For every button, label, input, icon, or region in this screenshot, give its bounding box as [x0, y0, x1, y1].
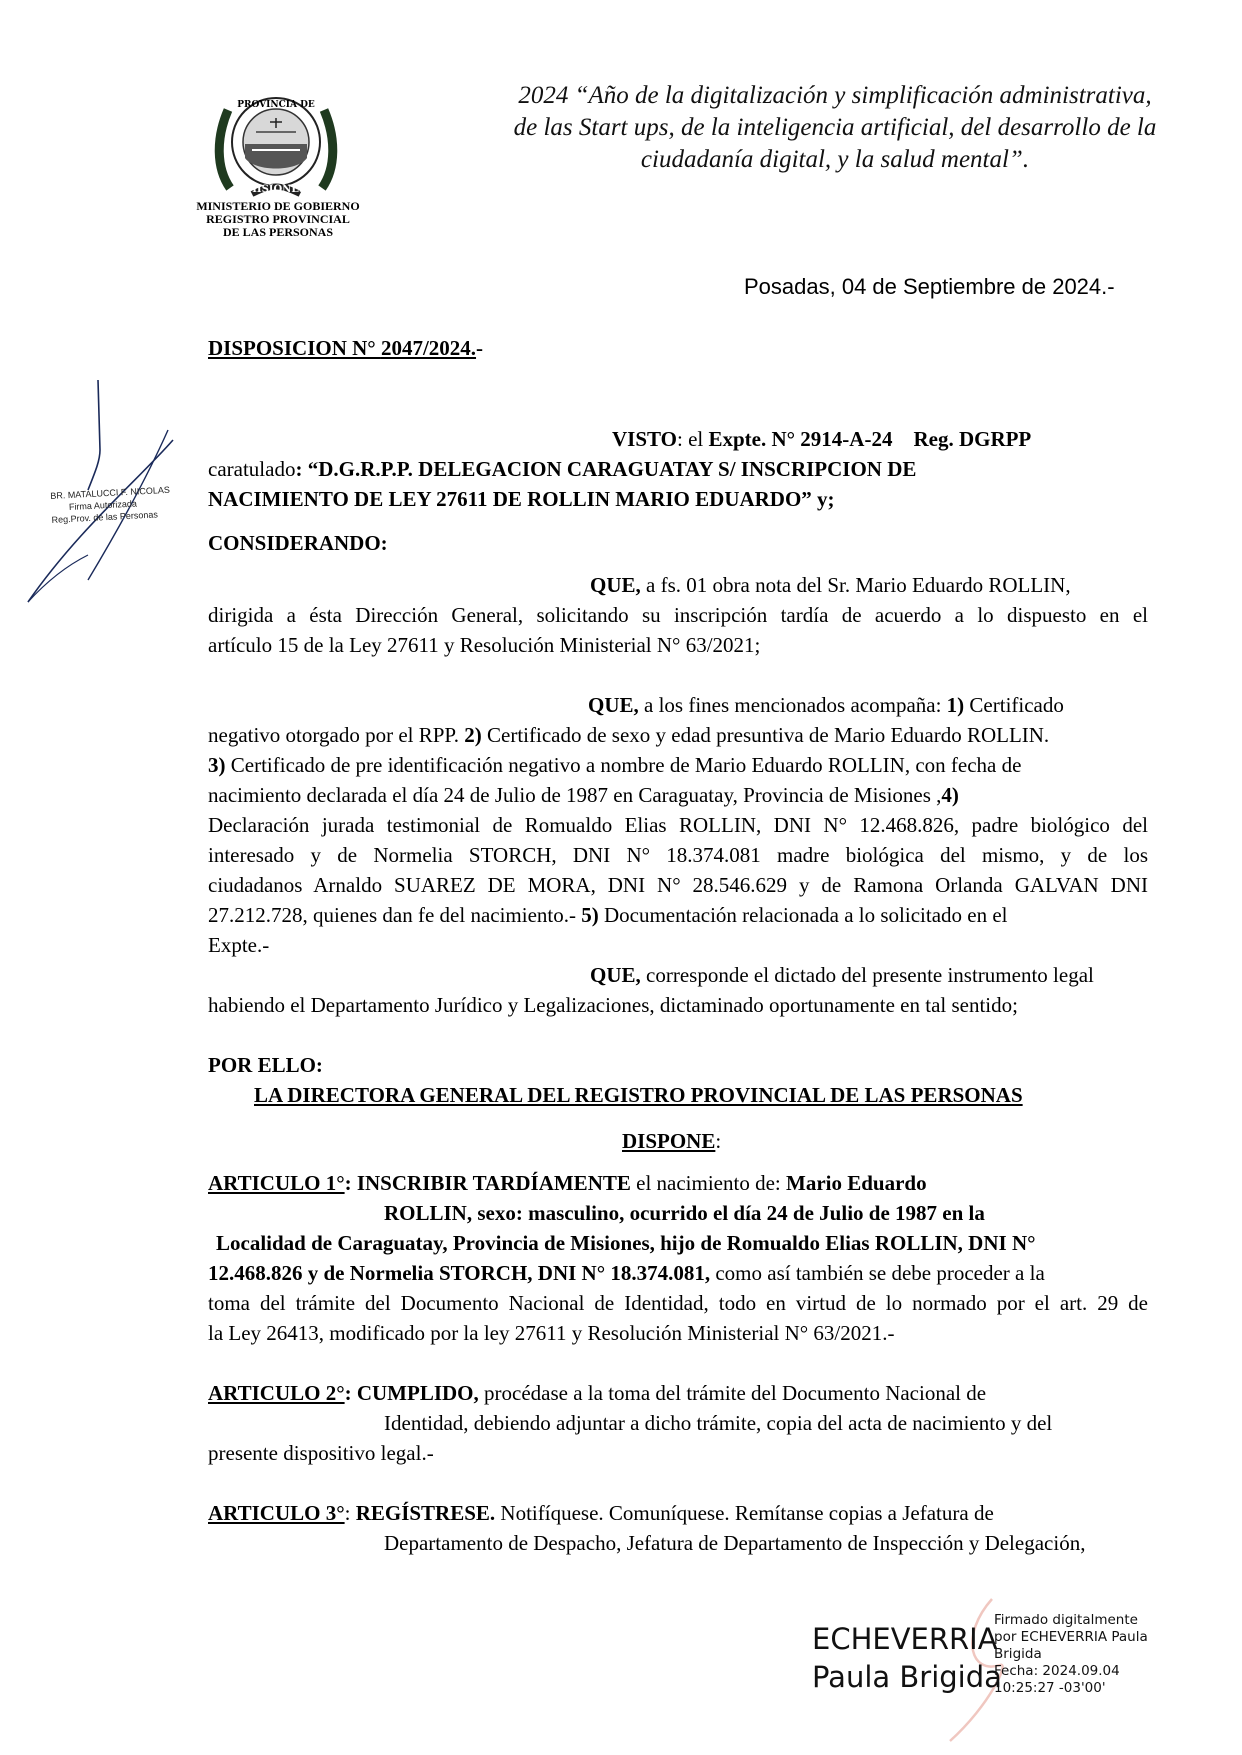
que3-line1: QUE, corresponde el dictado del presente instrumento legal: [590, 963, 1094, 987]
que2-line7: ciudadanos Arnaldo SUAREZ DE MORA, DNI N° 28.546.629 y de Ramona Orlanda GALVAN DNI: [208, 873, 1148, 897]
que-label: QUE,: [590, 573, 641, 597]
directora-heading: LA DIRECTORA GENERAL DEL REGISTRO PROVINCIAL DE LAS PERSONAS: [254, 1083, 1023, 1107]
visto-caratula-line: caratulado: “D.G.R.P.P. DELEGACION CARAGUATAY S/ INSCRIPCION DE: [208, 457, 917, 481]
article-1-line1: ARTICULO 1°: INSCRIBIR TARDÍAMENTE el nacimiento de: Mario Eduardo: [208, 1171, 927, 1195]
expte-number: Expte. N° 2914-A-24: [708, 427, 893, 451]
motto-line: 2024 “Año de la digitalización y simplificación administrativa,: [518, 82, 1152, 109]
signature-detail-line: Firmado digitalmente: [994, 1612, 1138, 1628]
ministry-heading: [178, 200, 378, 239]
article-2-label: ARTICULO 2°: [208, 1381, 345, 1405]
que2-line3: 3) Certificado de pre identificación negativo a nombre de Mario Eduardo ROLLIN, con fecha de: [208, 753, 1022, 777]
signature-detail-line: Brigida: [994, 1646, 1042, 1662]
article-2-line2: Identidad, debiendo adjuntar a dicho trámite, copia del acta de nacimiento y del: [384, 1411, 1053, 1435]
que2-line8: 27.212.728, quienes dan fe del nacimiento.- 5) Documentación relacionada a lo solicitado en el: [208, 903, 1008, 927]
dispone-heading: DISPONE:: [622, 1129, 722, 1153]
que-label: QUE,: [590, 963, 641, 987]
que2-line6: interesado y de Normelia STORCH, DNI N° 18.374.081 madre biológica del mismo, y de los: [208, 843, 1148, 867]
motto-line: ciudadanía digital, y la salud mental”.: [640, 146, 1030, 173]
motto-line: de las Start ups, de la inteligencia artificial, del desarrollo de la: [513, 114, 1157, 141]
digital-signature-details: [994, 1612, 1148, 1697]
stamp-line: Firma Autorizada: [68, 498, 138, 513]
que2-line2: negativo otorgado por el RPP. 2) Certificado de sexo y edad presuntiva de Mario Eduardo ROLLIN.: [208, 723, 1050, 747]
article-1-line4: 12.468.826 y de Normelia STORCH, DNI N° 18.374.081, como así también se debe proceder a la: [208, 1261, 1045, 1285]
disposition-number: DISPOSICION N° 2047/2024.-: [208, 336, 484, 360]
caratula-title: : “D.G.R.P.P. DELEGACION CARAGUATAY S/ INSCRIPCION DE: [295, 457, 917, 481]
disposition-value: 2047/2024.: [380, 336, 477, 360]
que2-line4: nacimiento declarada el día 24 de Julio de 1987 en Caraguatay, Provincia de Misiones ,4): [208, 783, 959, 807]
ministry-line: MINISTERIO DE GOBIERNO: [196, 199, 360, 213]
document-date: Posadas, 04 de Septiembre de 2024.-: [744, 274, 1115, 299]
que-label: QUE,: [588, 693, 639, 717]
seal-text-top: PROVINCIA DE: [237, 100, 315, 110]
visto-line: VISTO: el Expte. N° 2914-A-24 Reg. DGRPP: [612, 427, 1032, 451]
article-3-line1: ARTICULO 3°: REGÍSTRESE. Notifíquese. Comuníquese. Remítanse copias a Jefatura de: [208, 1501, 994, 1525]
que2-line1: QUE, a los fines mencionados acompaña: 1) Certificado: [588, 693, 1064, 717]
article-3-line2: Departamento de Despacho, Jefatura de Departamento de Inspección y Delegación,: [384, 1531, 1086, 1555]
reg-dgrpp: Reg. DGRPP: [913, 427, 1032, 451]
ministry-line: REGISTRO PROVINCIAL: [206, 212, 350, 226]
stamp-line: BR. MATALUCCI F. NICOLAS: [50, 484, 171, 501]
article-3-label: ARTICULO 3°: [208, 1501, 345, 1525]
ministry-line: DE LAS PERSONAS: [222, 225, 334, 239]
considerando-heading: CONSIDERANDO:: [208, 531, 388, 555]
article-1-line2: ROLLIN, sexo: masculino, ocurrido el día 24 de Julio de 1987 en la: [384, 1201, 985, 1225]
signature-detail-line: 10:25:27 -03'00': [994, 1680, 1106, 1696]
que2-line5: Declaración jurada testimonial de Romualdo Elias ROLLIN, DNI N° 12.468.826, padre biológico del: [208, 813, 1148, 837]
caratula-title-line2: NACIMIENTO DE LEY 27611 DE ROLLIN MARIO EDUARDO” y;: [208, 487, 835, 511]
article-1-label: ARTICULO 1°: [208, 1171, 345, 1195]
authorization-stamp: [50, 484, 171, 526]
que1-line3: artículo 15 de la Ley 27611 y Resolución Ministerial N° 63/2021;: [208, 633, 761, 657]
signature-detail-line: por ECHEVERRIA Paula: [994, 1629, 1148, 1645]
que1-line2: dirigida a ésta Dirección General, solicitando su inscripción tardía de acuerdo a lo dispuesto en el: [208, 603, 1148, 627]
por-ello-heading: POR ELLO:: [208, 1053, 323, 1077]
province-seal: [212, 88, 340, 198]
year-motto: [500, 80, 1170, 176]
signature-detail-line: Fecha: 2024.09.04: [994, 1663, 1120, 1679]
disposition-label: DISPOSICION N°: [208, 336, 381, 360]
signer-surname: ECHEVERRIA: [812, 1622, 998, 1656]
article-1-line5: toma del trámite del Documento Nacional de Identidad, todo en virtud de lo normado por el art. 29 de: [208, 1291, 1148, 1315]
article-1-line3: Localidad de Caraguatay, Provincia de Misiones, hijo de Romualdo Elias ROLLIN, DNI N°: [216, 1231, 1036, 1255]
que1-line1: QUE, a fs. 01 obra nota del Sr. Mario Eduardo ROLLIN,: [590, 573, 1071, 597]
que3-line2: habiendo el Departamento Jurídico y Legalizaciones, dictaminado oportunamente en tal sentido;: [208, 993, 1018, 1017]
digital-signature-name: [812, 1620, 1002, 1696]
article-1-line6: la Ley 26413, modificado por la ley 27611 y Resolución Ministerial N° 63/2021.-: [208, 1321, 895, 1345]
que2-line9: Expte.-: [208, 933, 270, 957]
visto-label: VISTO: [612, 427, 677, 451]
seal-text-bottom: MISIONES: [245, 184, 307, 195]
stamp-line: Reg.Prov. de las Personas: [51, 509, 159, 525]
signer-given-names: Paula Brigida: [812, 1660, 1002, 1694]
article-2-line3: presente dispositivo legal.-: [208, 1441, 434, 1465]
article-2-line1: ARTICULO 2°: CUMPLIDO, procédase a la toma del trámite del Documento Nacional de: [208, 1381, 987, 1405]
